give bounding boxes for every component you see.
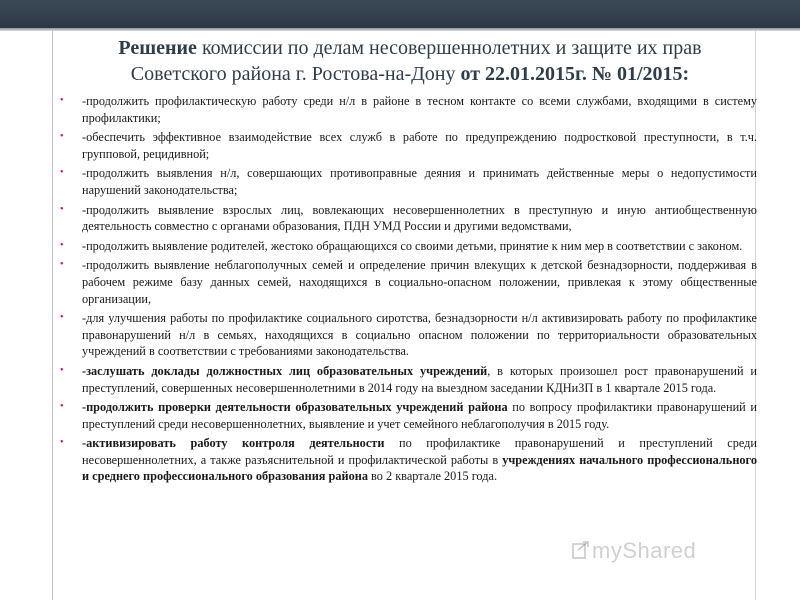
- bullet-icon: •: [60, 312, 64, 324]
- share-icon: [572, 540, 590, 560]
- decision-list: [60, 93, 757, 488]
- list-item: [60, 202, 757, 235]
- title-line1-rest: комиссии по делам несовершеннолетних и защите их прав: [196, 37, 702, 59]
- list-item: [60, 363, 757, 396]
- item-bold-lead: -продолжить проверки деятельности образовательных учреждений района: [82, 400, 508, 415]
- item-text: -продолжить выявление родителей, жестоко обращающихся со своими детьми, принятие к ним мер в соответствии с законом.: [82, 238, 743, 253]
- slide-title: [60, 35, 760, 87]
- bullet-icon: •: [60, 364, 64, 376]
- list-item: [60, 238, 757, 255]
- left-margin-rule: [52, 31, 53, 600]
- list-item: [60, 435, 757, 485]
- item-text-end: во 2 квартале 2015 года.: [367, 469, 498, 484]
- bullet-icon: •: [60, 167, 64, 179]
- item-bold-mid: учреждениях начального профессионального и среднего профессионального образования района: [82, 452, 757, 484]
- item-text: -обеспечить эффективное взаимодействие всех служб в работе по предупреждению подростковой преступности, в т.ч. групповой, рецидивной;: [82, 130, 757, 161]
- list-item: [60, 129, 757, 162]
- item-text: -продолжить выявления н/л, совершающих противоправные деяния и принимать действенные меры о недопустимости нарушений законодательства;: [82, 166, 757, 197]
- bullet-icon: •: [60, 131, 64, 143]
- item-bold-lead: -заслушать доклады должностных лиц образовательных учреждений: [82, 363, 488, 378]
- bullet-icon: •: [60, 401, 64, 413]
- item-text: -продолжить выявление взрослых лиц, вовлекающих несовершеннолетних в преступную и иную антиобщественную деятельность совместно с органами образования, ПДН УМД России и другими ведомствами,: [82, 202, 757, 234]
- title-line2: Советского района г. Ростова-на-Дону: [130, 63, 456, 85]
- watermark-logo: myShared: [592, 538, 697, 563]
- item-bold-lead: -активизировать работу контроля деятельности: [82, 436, 385, 451]
- item-text: -продолжить профилактическую работу среди н/л в районе в тесном контакте со всеми службами, входящими в систему профилактики;: [82, 94, 757, 125]
- item-text: -продолжить выявление неблагополучных семей и определение причин влекущих к детской безнадзорности, поддерживая в рабочем режиме базу данных семей, находящихся в социально-опасном положении, привлекая к этому общественные организации,: [82, 258, 757, 306]
- title-date-number: от 22.01.2015г. № 01/2015:: [455, 63, 690, 85]
- item-text: по профилактике правонарушений и преступлений среди несовершеннолетних, а также разъяснительной и профилактической работы в: [82, 436, 757, 467]
- list-item: [60, 399, 757, 432]
- bullet-icon: •: [60, 437, 64, 449]
- top-band-edge: [0, 28, 800, 31]
- bullet-icon: •: [60, 259, 64, 271]
- item-text: по вопросу профилактики правонарушений и преступлений среди несовершеннолетних, выявление и учет семейного неблагополучия в 2015 году.: [82, 400, 757, 431]
- item-text: -для улучшения работы по профилактике социального сиротства, безнадзорности н/л активизировать работу по профилактике правонарушений н/л в семьях, находящихся в социально опасном положении по территориальности образовательных учреждений в соответствии с требованиями законодательства.: [82, 311, 757, 359]
- list-item: [60, 257, 757, 307]
- bullet-icon: •: [60, 203, 64, 215]
- list-item: [60, 310, 757, 360]
- bullet-icon: •: [60, 239, 64, 251]
- list-item: [60, 165, 757, 198]
- list-item: [60, 93, 757, 126]
- title-bold-word: Решение: [118, 37, 197, 59]
- top-decorative-band: [0, 0, 800, 28]
- item-text: , в которых произошел рост правонарушений и преступлений, совершенных несовершеннолетними в 2014 году на выездном заседании КДНиЗП в 1 квартале 2015 года.: [82, 363, 757, 395]
- bullet-icon: •: [60, 95, 64, 106]
